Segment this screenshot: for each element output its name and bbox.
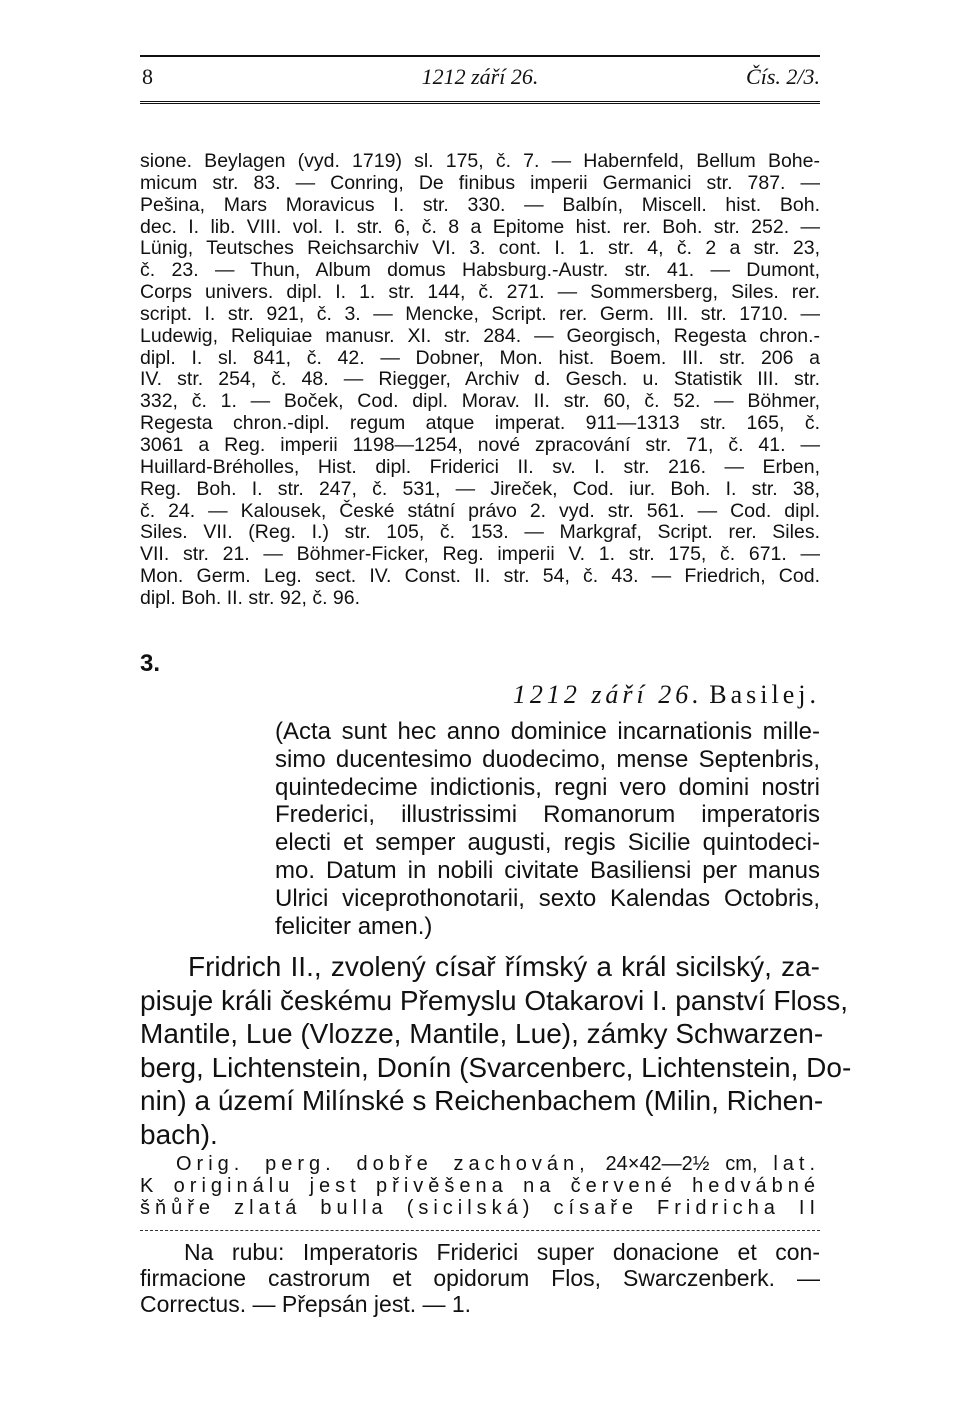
entry-dateline <box>513 680 820 710</box>
reference-line: Ludewig, Reliquiae manusr. XI. str. 284. — Georgisch, Regesta chron.- <box>140 324 820 347</box>
latin-dating-clause <box>275 718 820 940</box>
quote-line: quintedecime indictionis, regni vero domini nostri <box>275 773 820 801</box>
verso-note <box>140 1239 820 1317</box>
regest-line: pisuje králi českému Přemyslu Otakarovi I. panství Floss, <box>140 984 849 1016</box>
reference-line: Mon. Germ. Leg. sect. IV. Const. II. str. 54, č. 43. — Friedrich, Cod. <box>140 565 820 588</box>
reference-line: dipl. I. sl. 841, č. 42. — Dobner, Mon. hist. Boem. III. str. 206 a <box>140 346 820 369</box>
quote-line: simo ducentesimo duodecimo, mense Septenbris, <box>275 745 820 773</box>
reference-line: 3061 a Reg. imperii 1198—1254, nové zpracování str. 71, č. 41. — <box>140 433 820 456</box>
verso-line: Na rubu: Imperatoris Friderici super donacione et con- <box>184 1239 820 1265</box>
reference-line: VII. str. 21. — Böhmer-Ficker, Reg. imperii V. 1. str. 175, č. 671. — <box>140 543 820 566</box>
reference-line: micum str. 83. — Conring, De finibus imperii Germanici str. 787. — <box>140 171 820 194</box>
reference-line: Corps univers. dipl. I. 1. str. 144, č. 271. — Sommersberg, Siles. rer. <box>140 281 820 304</box>
reference-line: Huillard-Bréholles, Hist. dipl. Friderici II. sv. I. str. 216. — Erben, <box>140 455 820 478</box>
entry-date: 1212 září 26. <box>512 680 703 709</box>
regest-line: Mantile, Lue (Vlozze, Mantile, Lue), zámky Schwarzen- <box>140 1018 824 1049</box>
quote-line: (Acta sunt hec anno dominice incarnationis mille- <box>275 718 820 745</box>
reference-line: Reg. Boh. I. str. 247, č. 531, — Jireček, Cod. iur. Boh. I. str. 38, <box>140 477 820 500</box>
reference-line: sione. Beylagen (vyd. 1719) sl. 175, č. 7. — Habernfeld, Bellum Bohe- <box>140 150 820 172</box>
page-number: 8 <box>142 64 153 89</box>
reference-line: dec. I. lib. VIII. vol. I. str. 6, č. 8 a Epitome hist. rer. Boh. str. 252. — <box>140 215 820 238</box>
reference-line: 332, č. 1. — Boček, Cod. dipl. Morav. II. str. 60, č. 52. — Böhmer, <box>140 390 820 413</box>
verso-line: Correctus. — Přepsán jest. — 1. <box>140 1291 472 1317</box>
entry-place: Basilej. <box>709 680 820 709</box>
section-divider <box>140 1230 820 1231</box>
reference-line: Siles. VII. (Reg. I.) str. 105, č. 153. — Markgraf, Script. rer. Siles. <box>140 521 820 544</box>
quote-line: feliciter amen.) <box>275 912 433 940</box>
entry-number: 3. <box>140 650 161 677</box>
quote-line: Frederici, illustrissimi Romanorum imperatoris <box>275 801 820 829</box>
header-rule-bottom <box>140 101 820 104</box>
reference-line: č. 24. — Kalousek, České státní právo 2. vyd. str. 561. — Cod. dipl. <box>140 499 820 522</box>
regest-line: nin) a území Milínské s Reichenbachem (Milin, Richen- <box>140 1085 824 1116</box>
regest-summary <box>140 950 852 1151</box>
quote-line: mo. Datum in nobili civitate Basiliensi per manus <box>275 856 820 884</box>
original-dimensions: 24×42—2½ cm, <box>605 1153 758 1175</box>
header-document-number: Čís. 2/3. <box>746 64 820 89</box>
regest-line: Fridrich II., zvolený císař římský a král sicilský, za- <box>188 951 820 982</box>
regest-line: berg, Lichtenstein, Donín (Svarcenberc, Lichtenstein, Do- <box>140 1051 852 1083</box>
bibliography-references <box>140 151 820 610</box>
original-language: lat. <box>773 1153 821 1175</box>
reference-line: č. 23. — Thun, Album domus Habsburg.-Austr. str. 41. — Dumont, <box>140 259 820 282</box>
original-line <box>140 1153 820 1175</box>
original-description <box>140 1153 820 1219</box>
reference-line: Pešina, Mars Moravicus I. str. 330. — Balbín, Miscell. hist. Boh. <box>140 193 820 216</box>
original-line: šňůře zlatá bulla (sicilská) císaře Fridricha II <box>140 1197 820 1219</box>
reference-line: Regesta chron.-dipl. regum atque imperat. 911—1313 str. 165, č. <box>140 412 820 435</box>
reference-line: IV. str. 254, č. 48. — Riegger, Archiv d. Gesch. u. Statistik III. str. <box>140 368 820 391</box>
reference-line: dipl. Boh. II. str. 92, č. 96. <box>140 586 361 609</box>
original-status: Orig. perg. dobře zachován, <box>176 1153 590 1175</box>
verso-line: firmacione castrorum et opidorum Flos, Swarczenberk. — <box>140 1265 820 1291</box>
reference-line: Lünig, Teutsches Reichsarchiv VI. 3. cont. I. 1. str. 4, č. 2 a str. 23, <box>140 237 820 260</box>
running-header <box>140 64 820 94</box>
header-date: 1212 září 26. <box>421 64 539 89</box>
original-line: K originálu jest přivěšena na červené hedvábné <box>140 1175 820 1197</box>
quote-line: electi et semper augusti, regis Sicilie quintodeci- <box>275 829 820 857</box>
regest-line: bach). <box>140 1118 218 1150</box>
quote-line: Ulrici viceprothonotarii, sexto Kalendas Octobris, <box>275 884 820 912</box>
reference-line: script. I. str. 921, č. 3. — Mencke, Script. rer. Germ. III. str. 1710. — <box>140 302 820 325</box>
header-rule-top <box>140 55 820 57</box>
